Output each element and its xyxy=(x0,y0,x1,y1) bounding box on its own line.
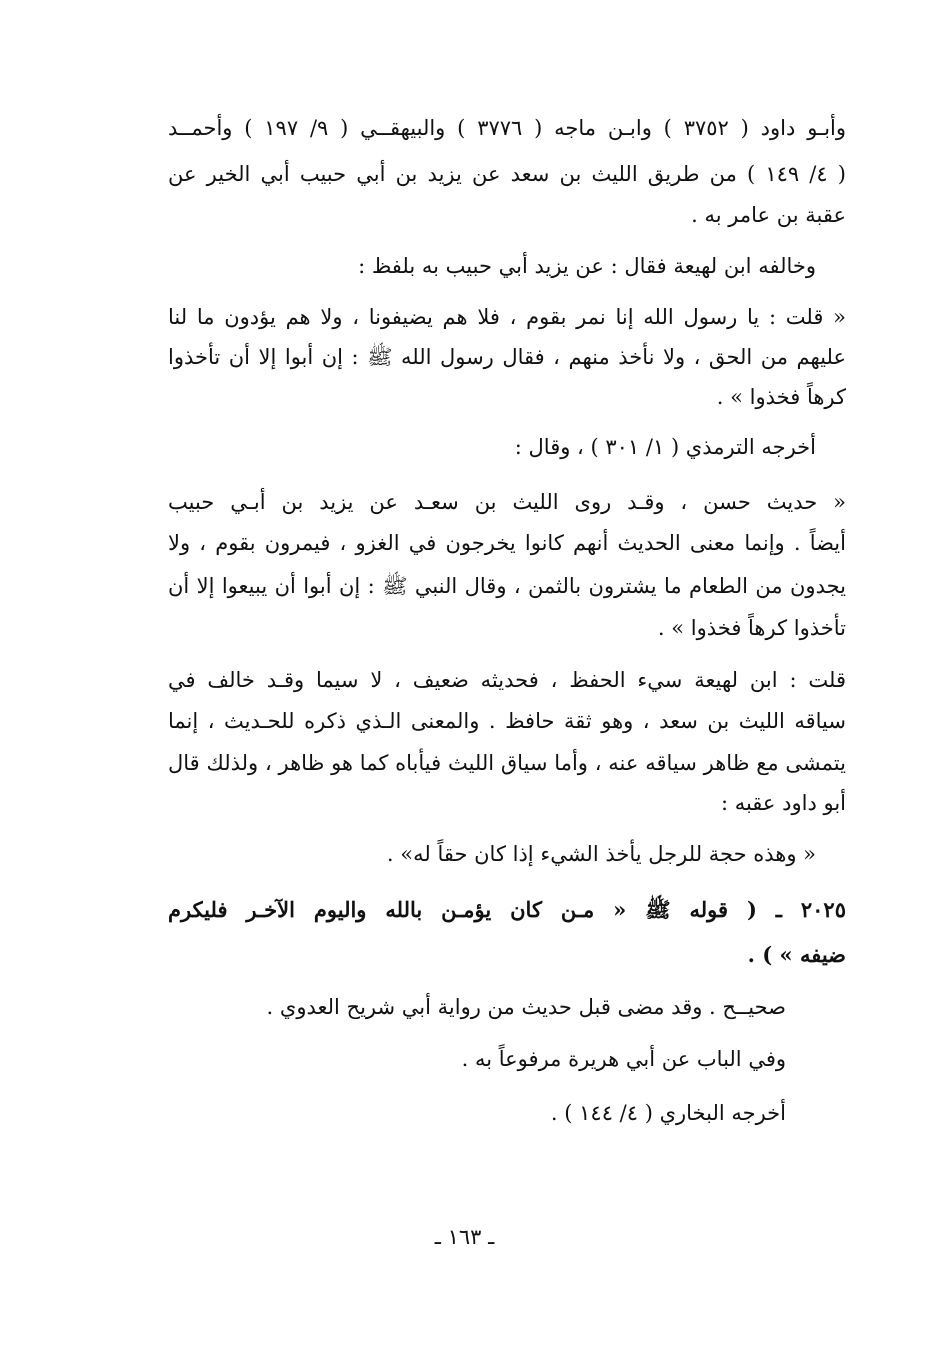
hadith-heading: ٢٠٢٥ ـ ( قوله ﷺ « مـن كان يؤمـن بالله واليوم الآخـر فليكرم xyxy=(168,897,846,922)
text-line: عقبة بن عامر به . xyxy=(691,203,846,227)
text-line: أخرجه الترمذي ( ١/ ٣٠١ ) ، وقال : xyxy=(514,435,816,459)
text-line: سياقه الليث بن سعد ، وهو ثقة حافظ . والمعنى الـذي ذكره للحـديث ، إنما xyxy=(168,709,846,733)
text-line: صحيــح . وقد مضى قبل حديث من رواية أبي شريح العدوي . xyxy=(266,995,786,1019)
text-line: كرهاً فخذوا » . xyxy=(716,385,846,409)
text-line: أخرجه البخاري ( ٤/ ١٤٤ ) . xyxy=(550,1101,786,1125)
text-line: أبو داود عقبه : xyxy=(720,791,846,815)
text-line: « قلت : يا رسول الله إنا نمر بقوم ، فلا هم يضيفونا ، ولا هم يؤدون ما لنا xyxy=(168,305,846,329)
text-line: قلت : ابن لهيعة سيء الحفظ ، فحديثه ضعيف ، لا سيما وقـد خالف في xyxy=(168,668,846,692)
text-line: ( ٤/ ١٤٩ ) من طريق الليث بن سعد عن يزيد بن أبي حبيب أبي الخير عن xyxy=(168,162,846,186)
text-line: عليهم من الحق ، ولا نأخذ منهم ، فقال رسول الله ﷺ : إن أبوا إلا أن تأخذوا xyxy=(168,345,846,369)
text-line: تأخذوا كرهاً فخذوا » . xyxy=(657,616,846,640)
hadith-heading-continuation: ضيفه » ) . xyxy=(747,942,846,967)
text-line: يتمشى مع ظاهر سياقه عنه ، وأما سياق الليث فيأباه كما هو ظاهر ، ولذلك قال xyxy=(168,751,846,775)
text-line: وخالفه ابن لهيعة فقال : عن يزيد أبي حبيب به بلفظ : xyxy=(358,254,816,278)
text-line: يجدون من الطعام ما يشترون بالثمن ، وقال النبي ﷺ : إن أبوا أن يبيعوا إلا أن xyxy=(168,574,846,598)
text-line: وفي الباب عن أبي هريرة مرفوعاً به . xyxy=(461,1047,786,1071)
text-line: « حديث حسن ، وقـد روى الليث بن سعـد عن يزيد بن أبـي حبيب xyxy=(168,490,846,514)
text-line: أيضاً . وإنما معنى الحديث أنهم كانوا يخرجون في الغزو ، فيمرون بقوم ، ولا xyxy=(168,531,846,555)
text-line: وأبـو داود ( ٣٧٥٢ ) وابـن ماجه ( ٣٧٧٦ ) والبيهقــي ( ٩/ ١٩٧ ) وأحمــد xyxy=(168,116,847,140)
text-line: « وهذه حجة للرجل يأخذ الشيء إذا كان حقاً له» . xyxy=(386,842,816,866)
page-number: ـ ١٦٣ ـ xyxy=(434,1225,495,1249)
